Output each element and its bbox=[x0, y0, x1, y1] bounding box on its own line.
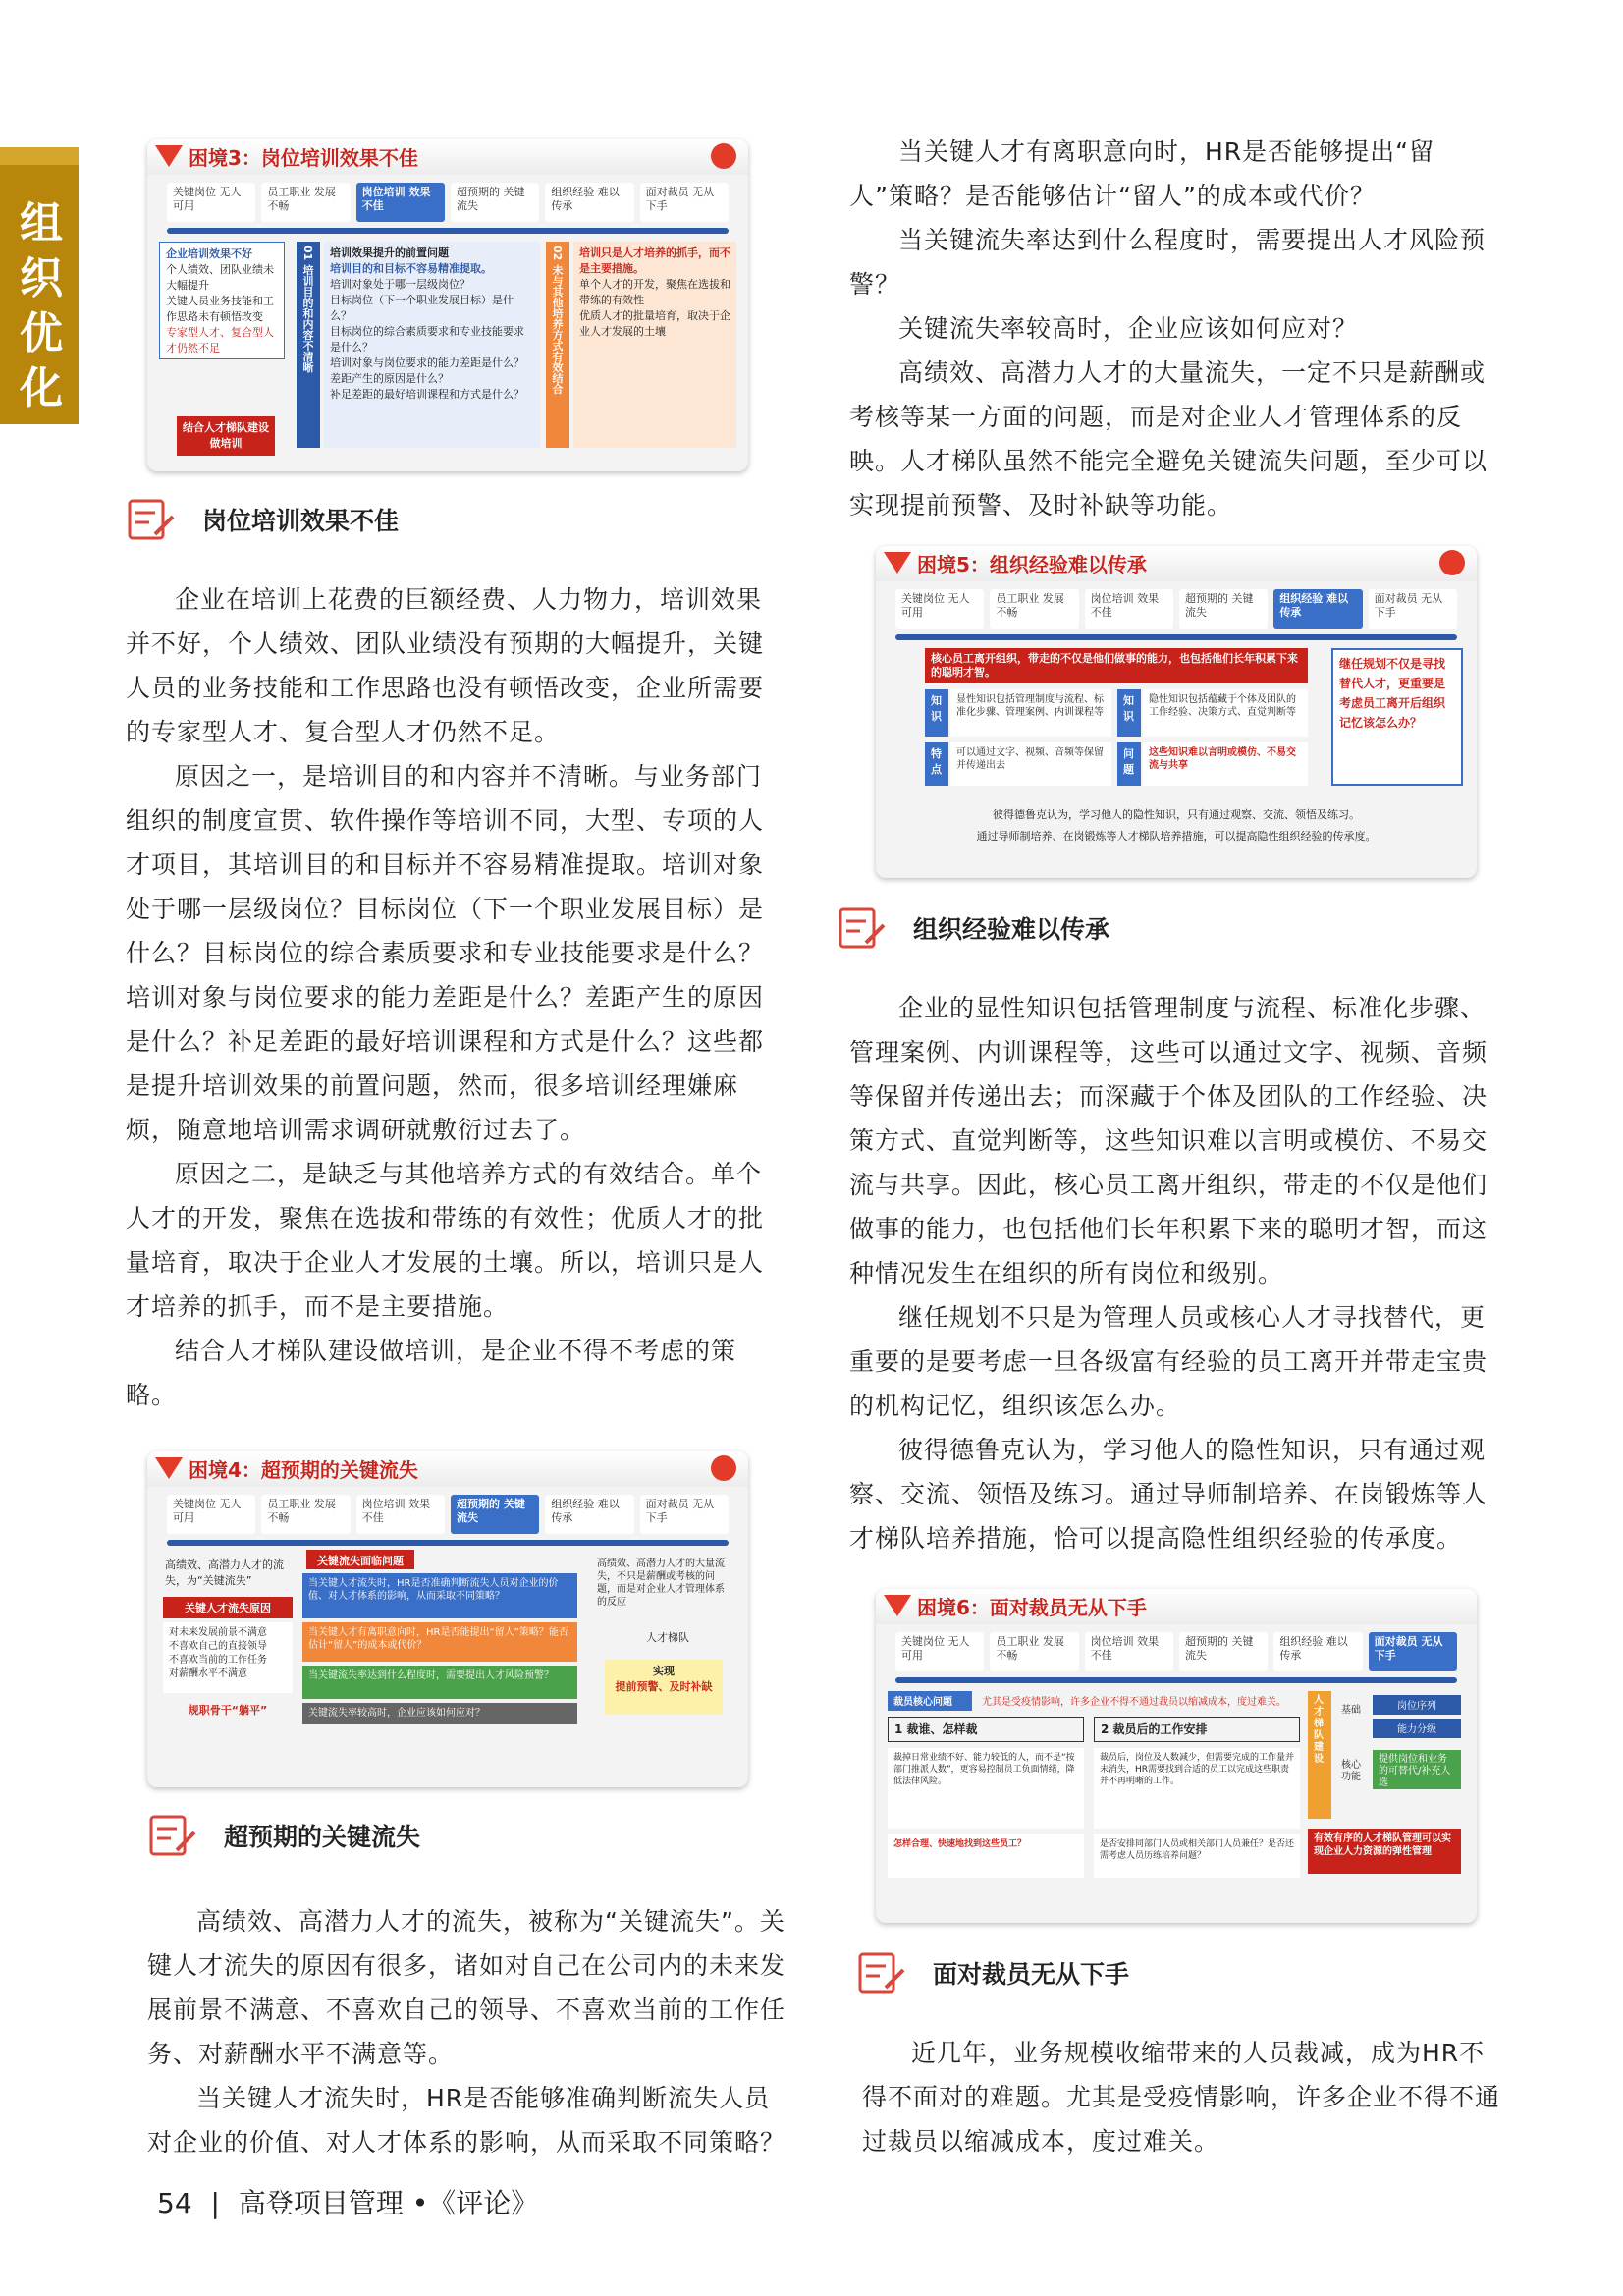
step: 面对裁员 无从下手 bbox=[640, 1495, 729, 1534]
tag: 特点 bbox=[925, 742, 948, 786]
logo-icon bbox=[711, 143, 736, 169]
paragraph: 近几年，业务规模收缩带来的人员裁减，成为HR不得不面对的难题。尤其是受疫情影响，许多企业不得不通过裁员以缩减成本，度过难关。 bbox=[862, 2039, 1501, 2156]
paragraph: 关键流失率较高时，企业应该如何应对？ bbox=[898, 314, 1359, 343]
timeline bbox=[895, 634, 1457, 640]
column-head: 2 裁员后的工作安排 bbox=[1094, 1717, 1300, 1742]
question-text: 是否安排同部门人员或相关部门人员兼任？是否还需考虑人员历练培养问题？ bbox=[1094, 1834, 1300, 1878]
timeline bbox=[167, 228, 729, 234]
problem-item: 当关键流失率达到什么程度时，需要提出人才风险预警？ bbox=[302, 1666, 577, 1699]
step: 组织经验 难以传承 bbox=[545, 1495, 633, 1534]
core-text: 尤其是受疫情影响，许多企业不得不通过裁员以缩减成本，度过难关。 bbox=[982, 1697, 1286, 1708]
figure-5 bbox=[876, 546, 1477, 878]
figure-title-bar bbox=[876, 1589, 1477, 1624]
tag: 问题 bbox=[1117, 742, 1141, 786]
paragraph: 高绩效、高潜力人才的流失，被称为“关键流失”。关键人才流失的原因有很多，诸如对自己在公司内的未来发展前景不满意、不喜欢自己的领导、不喜欢当前的工作任务、对薪酬水平不满意等。 bbox=[147, 1907, 786, 2068]
tag: 知识 bbox=[925, 689, 948, 737]
list-item: 单个人才的开发，聚焦在选拔和带练的有效性 bbox=[579, 278, 730, 306]
brand-triangle-icon bbox=[884, 552, 911, 574]
brand-triangle-icon bbox=[884, 1595, 911, 1616]
step: 岗位培训 效果不佳 bbox=[1085, 1632, 1173, 1671]
figure-body bbox=[159, 242, 736, 462]
document-edit-icon bbox=[856, 1950, 909, 1995]
page-footer bbox=[157, 2182, 538, 2221]
step: 面对裁员 无从下手 bbox=[1369, 589, 1457, 629]
background-text: 裁掉日常业绩不好、能力较低的人，而不是“按部门推派人数”，更容易控制员工负面情绪，降低法律风险。 bbox=[888, 1748, 1084, 1829]
list-item: 优质人才的批量培育，取决于企业人才发展的土壤 bbox=[579, 309, 730, 338]
figure-title: 困境3：岗位培训效果不佳 bbox=[189, 146, 418, 170]
talent-label: 人才梯队建设 bbox=[1308, 1691, 1331, 1819]
step: 关键岗位 无人可用 bbox=[167, 1495, 255, 1534]
step: 员工职业 发展不畅 bbox=[990, 1632, 1078, 1671]
list-item: 培训目的和目标不容易精准提取。 bbox=[330, 262, 492, 275]
list-item: 培训只是人才培养的抓手，而不是主要措施。 bbox=[579, 246, 730, 275]
heading-text: 组织经验难以传承 bbox=[913, 915, 1110, 944]
reason-1-head: 培训效果提升的前置问题 bbox=[330, 246, 449, 259]
left-intro: 高绩效、高潜力人才的流失，为“关键流失” bbox=[165, 1558, 284, 1587]
list-item: 专家型人才、复合型人才仍然不足 bbox=[166, 326, 274, 355]
step-active: 岗位培训 效果不佳 bbox=[356, 183, 445, 222]
paragraph: 高绩效、高潜力人才的大量流失，一定不只是薪酬或考核等某一方面的问题，而是对企业人才管理体系的反映。人才梯队虽然不能完全避免关键流失问题，至少可以实现提前预警、及时补缺等功能。 bbox=[849, 358, 1488, 519]
list-item: 补足差距的最好培训课程和方式是什么？ bbox=[330, 388, 524, 401]
step: 面对裁员 无从下手 bbox=[640, 183, 729, 222]
step: 超预期的 关键流失 bbox=[1179, 589, 1268, 629]
list-item: 不喜欢自己的直接领导 bbox=[169, 1641, 267, 1652]
step-track bbox=[167, 183, 729, 222]
figure-title: 困境4：超预期的关键流失 bbox=[189, 1458, 418, 1482]
left-column-text-2 bbox=[147, 1899, 795, 2164]
reason-1-label: 01 培训目的和内容不清晰 bbox=[297, 242, 320, 448]
figure-3 bbox=[147, 139, 748, 471]
right-column-text-3 bbox=[862, 2031, 1510, 2163]
column-head: 1 裁谁、怎样裁 bbox=[888, 1717, 1084, 1742]
logo-icon bbox=[711, 1455, 736, 1481]
list-item: 不喜欢当前的工作任务 bbox=[169, 1655, 267, 1666]
section-tab-label: 组织优化 bbox=[20, 198, 63, 413]
reason-1-panel bbox=[324, 242, 540, 448]
figure-body bbox=[888, 1691, 1465, 1913]
list-item: 个人绩效、团队业绩未大幅提升 bbox=[166, 263, 274, 292]
paragraph: 继任规划不只是为管理人员或核心人才寻找替代，更重要的是要考虑一旦各级富有经验的员工离开并带走宝贵的机构记忆，组织该怎么办。 bbox=[849, 1303, 1488, 1420]
right-column-text-2 bbox=[849, 986, 1497, 1560]
list-item: 对未来发展前景不满意 bbox=[169, 1627, 267, 1638]
step: 员工职业 发展不畅 bbox=[990, 589, 1078, 629]
paragraph: 原因之一，是培训目的和内容并不清晰。与业务部门组织的制度宣贯、软件操作等培训不同，大型、专项的人才项目，其培训目的和目标并不容易精准提取。培训对象处于哪一层级岗位？目标岗位（下一个职业发展目标）是什么？目标岗位的综合素质要求和专业技能要求是什么？培训对象与岗位要求的能力差距是什么？差距产生的原因是什么？补足差距的最好培训课程和方式是什么？这些都是提升培训效果的前置问题，然而，很多培训经理嫌麻烦，随意地培训需求调研就敷衍过去了。 bbox=[126, 762, 765, 1144]
logo-icon bbox=[1439, 550, 1465, 575]
background-text: 裁员后，岗位及人数减少，但需要完成的工作量并未消失，HR需要找到合适的员工以完成这些职责并不再明晰的工作。 bbox=[1094, 1748, 1300, 1829]
base-item: 岗位序列 bbox=[1373, 1695, 1461, 1715]
paragraph: 当关键流失率达到什么程度时，需要提出人才风险预警？ bbox=[849, 226, 1487, 299]
brand-triangle-icon bbox=[155, 1457, 183, 1479]
heading-text: 超预期的关键流失 bbox=[224, 1823, 421, 1851]
list-item: 培训对象与岗位要求的能力差距是什么？ bbox=[330, 356, 524, 369]
list-item: 目标岗位的综合素质要求和专业技能要求是什么？ bbox=[330, 325, 524, 354]
paragraph: 彼得德鲁克认为，学习他人的隐性知识，只有通过观察、交流、领悟及练习。通过导师制培养、在岗锻炼等人才梯队培养措施，恰可以提高隐性组织经验的传承度。 bbox=[849, 1436, 1488, 1553]
heading-text: 面对裁员无从下手 bbox=[933, 1960, 1130, 1989]
figure-title: 困境5：组织经验难以传承 bbox=[917, 553, 1147, 576]
brand-triangle-icon bbox=[155, 145, 183, 167]
document-edit-icon bbox=[126, 497, 179, 542]
step: 岗位培训 效果不佳 bbox=[356, 1495, 445, 1534]
list-item: 培训对象处于哪一层级岗位？ bbox=[330, 278, 470, 291]
step: 超预期的 关键流失 bbox=[1179, 1632, 1268, 1671]
base-item: 能力分级 bbox=[1373, 1719, 1461, 1738]
figure-title-bar bbox=[876, 546, 1477, 581]
problem-item: 当关键人才有离职意向时，HR是否能提出“留人”策略？能否估计“留人”的成本或代价？ bbox=[302, 1622, 577, 1662]
right-column-text-1 bbox=[849, 130, 1497, 527]
section-tab bbox=[0, 147, 79, 424]
step: 员工职业 发展不畅 bbox=[261, 183, 350, 222]
timeline bbox=[167, 1540, 729, 1546]
paragraph: 企业在培训上花费的巨额经费、人力物力，培训效果并不好，个人绩效、团队业绩没有预期的大幅提升，关键人员的业务技能和工作思路也没有顿悟改变，企业所需要的专家型人才、复合型人才仍然不足。 bbox=[126, 585, 765, 746]
step: 关键岗位 无人可用 bbox=[895, 589, 984, 629]
side-note: 继任规划不仅是寻找替代人才，更重要是考虑员工离开后组织记忆该怎么办？ bbox=[1331, 648, 1463, 786]
footer-separator: | bbox=[210, 2187, 220, 2219]
figure-title-bar bbox=[147, 1451, 748, 1487]
left-column-text-1 bbox=[126, 577, 774, 1417]
figure-title-bar bbox=[147, 139, 748, 175]
base-label: 基础 bbox=[1341, 1705, 1361, 1716]
figure-body bbox=[159, 1554, 736, 1777]
step: 组织经验 难以传承 bbox=[1273, 1632, 1362, 1671]
bottom-line: 通过导师制培养、在岗锻炼等人才梯队培养措施，可以提高隐性组织经验的传承度。 bbox=[976, 830, 1377, 843]
problem-item: 关键流失率较高时，企业应该如何应对？ bbox=[302, 1703, 577, 1724]
section-heading bbox=[856, 1950, 1129, 1995]
right-mid: 人才梯队 bbox=[646, 1631, 689, 1644]
left-panel-title: 企业培训效果不好 bbox=[166, 247, 252, 260]
heading-text: 岗位培训效果不佳 bbox=[202, 507, 400, 535]
page-number: 54 bbox=[157, 2187, 192, 2219]
left-panel bbox=[159, 242, 285, 359]
left-bottom: 规职骨干“躺平” bbox=[188, 1704, 268, 1717]
row-cell: 隐性知识包括蕴藏于个体及团队的工作经验、决策方式、直觉判断等 bbox=[1143, 689, 1308, 737]
problem-head: 关键流失面临问题 bbox=[306, 1550, 414, 1569]
list-item: 关键人员业务技能和工作思路未有顿悟改变 bbox=[166, 295, 274, 323]
figure-4 bbox=[147, 1451, 748, 1787]
row-cell: 显性知识包括管理制度与流程、标准化步骤、管理案例、内训课程等 bbox=[950, 689, 1111, 737]
reason-head: 关键人才流失原因 bbox=[163, 1597, 293, 1618]
step-active: 超预期的 关键流失 bbox=[451, 1495, 539, 1534]
document-edit-icon bbox=[837, 905, 890, 951]
top-bar: 核心员工离开组织，带走的不仅是他们做事的能力，也包括他们长年积累下来的聪明才智。 bbox=[925, 648, 1308, 683]
result-box: 有效有序的人才梯队管理可以实现企业人力资源的弹性管理 bbox=[1308, 1829, 1461, 1874]
core-item: 提供岗位和业务的可替代/补充人选 bbox=[1373, 1750, 1461, 1789]
section-tab-bar bbox=[0, 147, 79, 165]
step: 岗位培训 效果不佳 bbox=[1085, 589, 1173, 629]
section-heading bbox=[837, 905, 1109, 951]
step: 关键岗位 无人可用 bbox=[895, 1632, 984, 1671]
document-edit-icon bbox=[147, 1813, 200, 1858]
problem-item: 当关键人才流失时，HR是否准确判断流失人员对企业的价值、对人才体系的影响，从而采取不同策略？ bbox=[302, 1573, 577, 1618]
section-heading bbox=[126, 497, 399, 542]
step-track bbox=[167, 1495, 729, 1534]
journal-name: 高登项目管理 •《评论》 bbox=[238, 2187, 539, 2219]
step-active: 面对裁员 无从下手 bbox=[1369, 1632, 1457, 1671]
paragraph: 原因之二，是缺乏与其他培养方式的有效结合。单个人才的开发，聚焦在选拔和带练的有效性；优质人才的批量培育，取决于企业人才发展的土壤。所以，培训只是人才培养的抓手，而不是主要措施。 bbox=[126, 1160, 765, 1321]
step: 超预期的 关键流失 bbox=[451, 183, 539, 222]
list-item: 差距产生的原因是什么？ bbox=[330, 372, 449, 385]
figure-title: 困境6：面对裁员无从下手 bbox=[917, 1596, 1147, 1619]
paragraph: 结合人才梯队建设做培训，是企业不得不考虑的策略。 bbox=[126, 1337, 737, 1409]
list-item: 目标岗位（下一个职业发展目标）是什么？ bbox=[330, 294, 514, 322]
paragraph: 企业的显性知识包括管理制度与流程、标准化步骤、管理案例、内训课程等，这些可以通过文字、视频、音频等保留并传递出去；而深藏于个体及团队的工作经验、决策方式、直觉判断等，这些知识难以言明或模仿、不易交流与共享。因此，核心员工离开组织，带走的不仅是他们做事的能力，也包括他们长年积累下来的聪明才智，而这种情况发生在组织的所有岗位和级别。 bbox=[849, 994, 1488, 1287]
tag: 知识 bbox=[1117, 689, 1141, 737]
result-head: 实现 bbox=[653, 1665, 675, 1677]
timeline bbox=[895, 1677, 1457, 1683]
paragraph: 当关键人才有离职意向时，HR是否能够提出“留人”策略？是否能够估计“留人”的成本或代价？ bbox=[849, 137, 1435, 210]
result-text: 提前预警、及时补缺 bbox=[615, 1680, 713, 1693]
reason-2-label: 02 未与其他培养方式有效结合 bbox=[546, 242, 569, 448]
row-cell: 这些知识难以言明或模仿、不易交流与共享 bbox=[1143, 742, 1308, 786]
figure-6 bbox=[876, 1589, 1477, 1923]
step: 组织经验 难以传承 bbox=[545, 183, 633, 222]
step-track bbox=[895, 1632, 1457, 1671]
step-active: 组织经验 难以传承 bbox=[1273, 589, 1362, 629]
left-result-box: 结合人才梯队建设做培训 bbox=[177, 416, 275, 456]
step: 关键岗位 无人可用 bbox=[167, 183, 255, 222]
section-heading bbox=[147, 1813, 420, 1858]
result-box bbox=[605, 1660, 723, 1715]
core-tag: 裁员核心问题 bbox=[888, 1691, 972, 1711]
bottom-line: 彼得德鲁克认为，学习他人的隐性知识，只有通过观察、交流、领悟及练习。 bbox=[993, 808, 1360, 821]
question-text: 怎样合理、快速地找到这些员工？ bbox=[888, 1834, 1084, 1878]
reason-2-panel bbox=[573, 242, 736, 448]
step: 员工职业 发展不畅 bbox=[261, 1495, 350, 1534]
reason-list bbox=[163, 1622, 293, 1693]
step-track bbox=[895, 589, 1457, 629]
row-cell: 可以通过文字、视频、音频等保留并传递出去 bbox=[950, 742, 1111, 786]
core-label: 核心功能 bbox=[1341, 1760, 1361, 1782]
paragraph: 当关键人才流失时，HR是否能够准确判断流失人员对企业的价值、对人才体系的影响，从而采取不同策略？ bbox=[147, 2084, 786, 2157]
list-item: 对薪酬水平不满意 bbox=[169, 1668, 247, 1679]
figure-body bbox=[888, 648, 1465, 868]
right-intro: 高绩效、高潜力人才的大量流失，不只是薪酬或考核的问题，而是对企业人才管理体系的反应 bbox=[597, 1558, 725, 1608]
